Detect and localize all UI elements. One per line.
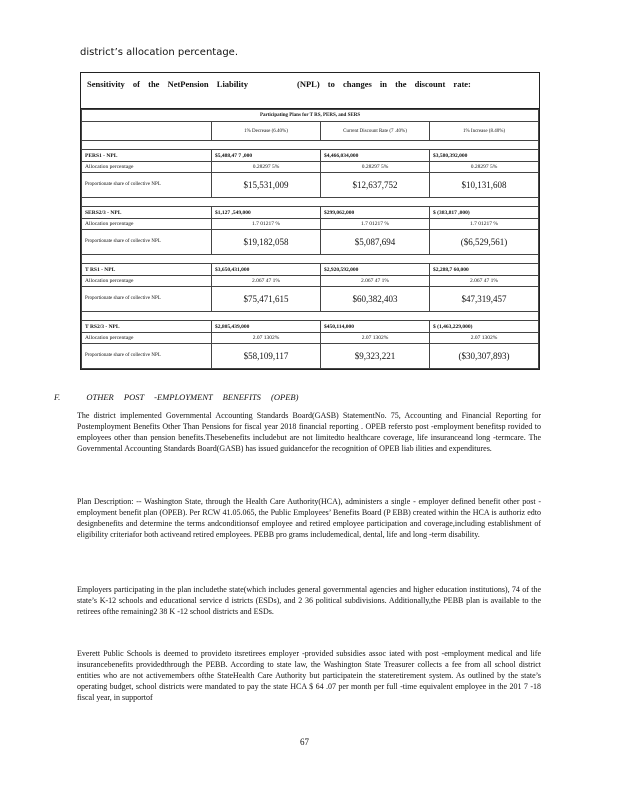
npl-value: $299,062,000 xyxy=(321,207,430,219)
proportionate-share-value: $75,471,615 xyxy=(212,287,321,312)
npl-value: $ (1,463,229,000) xyxy=(430,321,539,333)
npl-value: $1,127 ,549,000 xyxy=(212,207,321,219)
paragraph-gasb: The district implemented Governmental Accounting Standards Board(GASB) StatementNo. 75, Accounting and Financial Reporting for Postemployment Benefits Other Than Pensions for fiscal year 2018 financial reporting . OPEB refersto post -employment benefitsp rovided to employees other than pension benefits.Thesebenefits includebut are not limitedto healthcare coverage, life insuranceand long -termcare. The Governmental Accounting Standards Board(GASB) has issued guidancefor the recognition of OPEB liab ilities and expenditures. xyxy=(77,411,541,453)
proportionate-share-label: Proportionate share of collective NPL xyxy=(82,287,212,312)
section-letter: F. xyxy=(54,392,61,402)
plan-npl-row xyxy=(82,321,539,333)
column-header-current: Current Discount Rate (7 .40%) xyxy=(321,122,430,141)
npl-value: $2,805,439,000 xyxy=(212,321,321,333)
allocation-value: 0.28297 5% xyxy=(430,162,539,173)
proportionate-share-value: $5,087,694 xyxy=(321,230,430,255)
page-number: 67 xyxy=(300,737,309,747)
group-spacer xyxy=(82,141,539,150)
allocation-label: Allocation percentage xyxy=(82,219,212,230)
allocation-value: 1.7 01217 % xyxy=(430,219,539,230)
proportionate-share-row xyxy=(82,173,539,198)
npl-value: $5,488,47 7 ,000 xyxy=(212,150,321,162)
table-title-left: Sensitivity of the NetPension Liability xyxy=(87,79,248,89)
proportionate-share-value: ($6,529,561) xyxy=(430,230,539,255)
paragraph-employers: Employers participating in the plan includethe state(which includes general governmental agencies and higher education institutions), 74 of the state’s K-12 schools and educational service d istricts (ESDs), and 2 36 political subdivisions. Additionally,the PEBB plan is available to the retirees ofthe remaining2 38 K -12 school districts and ESDs. xyxy=(77,585,541,616)
column-header-increase: 1% Increase (8.40%) xyxy=(430,122,539,141)
npl-sensitivity-table xyxy=(80,72,540,370)
spacer-cell xyxy=(82,141,539,150)
allocation-value: 0.28297 5% xyxy=(212,162,321,173)
npl-value: $ (383,817 ,000) xyxy=(430,207,539,219)
allocation-value: 2.07 1302% xyxy=(430,333,539,344)
allocation-value: 0.28297 5% xyxy=(321,162,430,173)
column-header-blank xyxy=(82,122,212,141)
allocation-label: Allocation percentage xyxy=(82,162,212,173)
plan-npl-row xyxy=(82,150,539,162)
proportionate-share-value: $19,182,058 xyxy=(212,230,321,255)
proportionate-share-label: Proportionate share of collective NPL xyxy=(82,344,212,369)
npl-value: $3,650,431,000 xyxy=(212,264,321,276)
table-title-right: (NPL) to changes in the discount rate: xyxy=(297,79,471,89)
plan-name: T RS2/3 - NPL xyxy=(82,321,212,333)
proportionate-share-label: Proportionate share of collective NPL xyxy=(82,173,212,198)
participating-plans-label: Participating Plans for T RS, PERS, and SERS xyxy=(82,110,539,122)
proportionate-share-value: $10,131,608 xyxy=(430,173,539,198)
plan-name: PERS1 - NPL xyxy=(82,150,212,162)
npl-value: $3,580,392,000 xyxy=(430,150,539,162)
allocation-value: 2.067 47 1% xyxy=(430,276,539,287)
allocation-label: Allocation percentage xyxy=(82,276,212,287)
intro-text: district’s allocation percentage. xyxy=(80,47,239,58)
spacer-cell xyxy=(82,255,539,264)
proportionate-share-value: $15,531,009 xyxy=(212,173,321,198)
npl-value: $450,114,000 xyxy=(321,321,430,333)
allocation-label: Allocation percentage xyxy=(82,333,212,344)
allocation-row xyxy=(82,219,539,230)
allocation-value: 2.07 1302% xyxy=(212,333,321,344)
section-heading xyxy=(54,392,298,402)
proportionate-share-value: $60,382,403 xyxy=(321,287,430,312)
proportionate-share-value: $47,319,457 xyxy=(430,287,539,312)
spacer-cell xyxy=(82,312,539,321)
plan-npl-row xyxy=(82,207,539,219)
group-spacer xyxy=(82,255,539,264)
group-spacer xyxy=(82,198,539,207)
column-header-row xyxy=(82,122,539,141)
proportionate-share-row xyxy=(82,344,539,369)
paragraph-everett: Everett Public Schools is deemed to provideto itsretirees employer -provided subsidies assoc iated with post -employment medical and life insurancebenefits providedthrough the PEBB. According to state law, the Washington State Treasurer collects a fee from all school district entities who are not activemembers ofthe StateHealth Care Authority but participatein the stateretirement system. As outlined by the state’s operating budget, school districts were mandated to pay the state HCA $ 64 .07 per month per full -time equivalent employee in the 201 7 -18 fiscal year, in supportof xyxy=(77,649,541,702)
proportionate-share-label: Proportionate share of collective NPL xyxy=(82,230,212,255)
allocation-value: 1.7 01217 % xyxy=(321,219,430,230)
allocation-row xyxy=(82,333,539,344)
allocation-row xyxy=(82,162,539,173)
section-title: OTHER POST -EMPLOYMENT BENEFITS (OPEB) xyxy=(86,392,299,402)
participating-plans-row xyxy=(82,110,539,122)
proportionate-share-value: $58,109,117 xyxy=(212,344,321,369)
spacer-cell xyxy=(82,198,539,207)
allocation-value: 2.07 1302% xyxy=(321,333,430,344)
sensitivity-grid xyxy=(81,109,539,369)
allocation-value: 2.067 47 1% xyxy=(212,276,321,287)
allocation-value: 1.7 01217 % xyxy=(212,219,321,230)
proportionate-share-value: ($30,307,893) xyxy=(430,344,539,369)
column-header-decrease: 1% Decrease (6.40%) xyxy=(212,122,321,141)
npl-value: $2,288,7 60,000 xyxy=(430,264,539,276)
table-title xyxy=(81,73,539,109)
proportionate-share-row xyxy=(82,287,539,312)
plan-name: T RS1 - NPL xyxy=(82,264,212,276)
allocation-row xyxy=(82,276,539,287)
group-spacer xyxy=(82,312,539,321)
plan-npl-row xyxy=(82,264,539,276)
proportionate-share-value: $9,323,221 xyxy=(321,344,430,369)
proportionate-share-value: $12,637,752 xyxy=(321,173,430,198)
allocation-value: 2.067 47 1% xyxy=(321,276,430,287)
npl-value: $2,920,592,000 xyxy=(321,264,430,276)
paragraph-plan-description: Plan Description: -- Washington State, through the Health Care Authority(HCA), administers a single - employer defined benefit other post -employment benefit plan (OPEB). Per RCW 41.05.065, the Public Employees’ Benefits Board (P EBB) created within the HCA is authoriz edto designbenefits and determine the terms andconditionsof employee and retired employee participation and coverage,including establishment of eligibility criteriafor both activeand retired employees. PEBB pro grams includemedical, dental, life and long -term disability. xyxy=(77,497,541,539)
plan-name: SERS2/3 - NPL xyxy=(82,207,212,219)
npl-value: $4,466,034,000 xyxy=(321,150,430,162)
proportionate-share-row xyxy=(82,230,539,255)
